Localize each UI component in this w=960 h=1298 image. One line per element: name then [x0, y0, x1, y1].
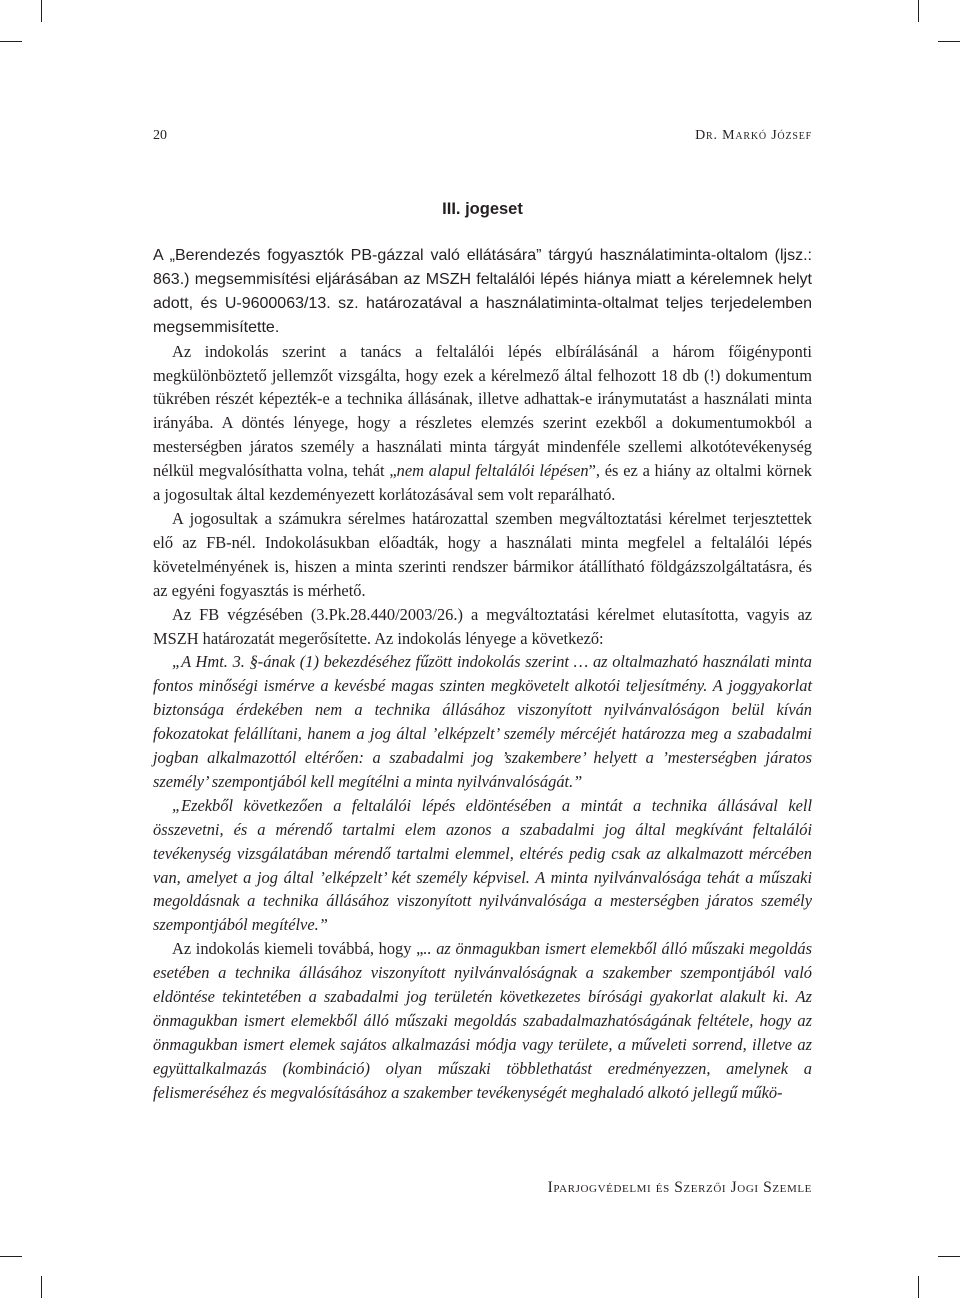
crop-mark — [0, 1256, 22, 1257]
block-quote: „Ezekből következően a feltalálói lépés eldöntésében a mintát a technika állásával kell összevetni, és a mérendő tartalmi elem azonos a szabadalmi jog által megkívánt feltalálói tevékenység vizsgálatában mérendő tartalmi elemmel, eltérés pedig csak az alkalmazott mércében van, amelyet a jog által ’elképzelt’ két személy képvisel. A minta nyilvánvalósága tehát a műszaki megoldásnak a technika állásához viszonyított nyilvánvalósága a mesterségben járatos személy szempontjából megítélve.” — [153, 795, 812, 935]
crop-mark — [938, 41, 960, 42]
crop-mark — [918, 1276, 919, 1298]
crop-mark — [938, 1256, 960, 1257]
page-number: 20 — [153, 128, 167, 143]
crop-mark — [41, 0, 42, 22]
paragraph: A jogosultak a számukra sérelmes határozattal szemben megváltoztatási kérelmet terjesztettek elő az FB-nél. Indokolásukban előadták, hogy a használati minta megfelel a feltalálói lépés követelményének is, hiszen a minta szerinti rendszer bármikor átállítható földgázszolgáltatásra, és az egyéni fogyasztás is mérhető. — [153, 508, 812, 600]
section-heading: III. jogeset — [442, 200, 523, 218]
running-header-author: Dr. Markó József — [695, 128, 812, 143]
paragraph — [153, 340, 812, 507]
paragraph — [153, 937, 812, 1104]
running-header — [153, 128, 812, 152]
block-quote: „A Hmt. 3. §-ának (1) bekezdéséhez fűzött indokolás szerint … az oltalmazható használati minta fontos minőségi ismérve a kevésbé magas szinten megkövetelt alkotói teljesítmény. A joggyakorlat biztonsága érdekében nem a technika állásához viszonyított nyilvánvalóságon belül kíván fokozatokat felállítani, hanem a jog által ’elképzelt’ személy mércéjét határozza meg a szabadalmi jogban alkalmazottól eltérően: a szabadalmi jog ’szakembere’ helyett a ’mesterségben járatos személy’ szempontjából kell megítélni a minta nyilvánvalóságát.” — [153, 652, 812, 791]
case-summary: A „Berendezés fogyasztók PB-gázzal való ellátására” tárgyú használatiminta-oltalom (ljsz.: 863.) megsemmisítési eljárásában az MSZH feltalálói lépés hiánya miatt a kérelemnek helyt adott, és U-9600063/13. sz. határozatával a használatiminta-oltalmat teljes terjedelemben megsemmisítette. — [153, 247, 812, 336]
paragraph-text: ”, és ez a hiány az oltalmi körnek a jogosultak által kezdeményezett korlátozásával sem volt reparálható. — [153, 461, 812, 505]
paragraph-italic-text: nem alapul feltalálói lépésen — [396, 461, 589, 481]
paragraph-text: Az indokolás szerint a tanács a feltalálói lépés elbírálásánál a három főigényponti megkülönböztető jellemzőt vizsgálta, hogy ezek a kérelmező által felhozott 18 db (!) dokumentum tükrében részét képezték-e a technika állásának, illetve adhattak-e iránymutatást a használati minta irányába. A döntés lényege, hogy a részletes elemzés szerint ezekből a dokumentumokból a mesterségben járatos személy a használati minta tárgyát mindenféle szellemi alkotótevékenység nélkül megvalósíthatta volna, tehát „ — [153, 341, 812, 481]
paragraph: Az FB végzésében (3.Pk.28.440/2003/26.) a megváltoztatási kérelmet elutasította, vagyis az MSZH határozatát megerősítette. Az indokolás lényege a következő: — [153, 604, 812, 648]
running-footer: Iparjogvédelmi és Szerzői Jogi Szemle — [547, 1179, 812, 1196]
paragraph-text: Az indokolás kiemeli továbbá, hogy „ — [172, 939, 424, 959]
article-body — [153, 244, 812, 1105]
crop-mark — [918, 0, 919, 22]
crop-mark — [0, 41, 22, 42]
crop-mark — [41, 1276, 42, 1298]
paragraph-italic-text: .. az önmagukban ismert elemekből álló műszaki megoldás esetében a technika állásához viszonyított nyilvánvalóságnak a szakember szempontjából való eldöntése tekintetében a szabadalmi jog területén következetes bírósági gyakorlat alakult ki. Az önmagukban ismert elemekből álló műszaki megoldás szabadalmazhatóságának feltétele, hogy az önmagukban ismert elemek sajátos alkalmazási módja vagy területe, a műveleti sorrend, illetve az együttalkalmazás (kombináció) olyan műszaki többlethatást eredményezzen, amelynek a felismeréséhez és megvalósításához a szakember tevékenységét meghaladó alkotó jellegű műkö- — [153, 939, 812, 1102]
